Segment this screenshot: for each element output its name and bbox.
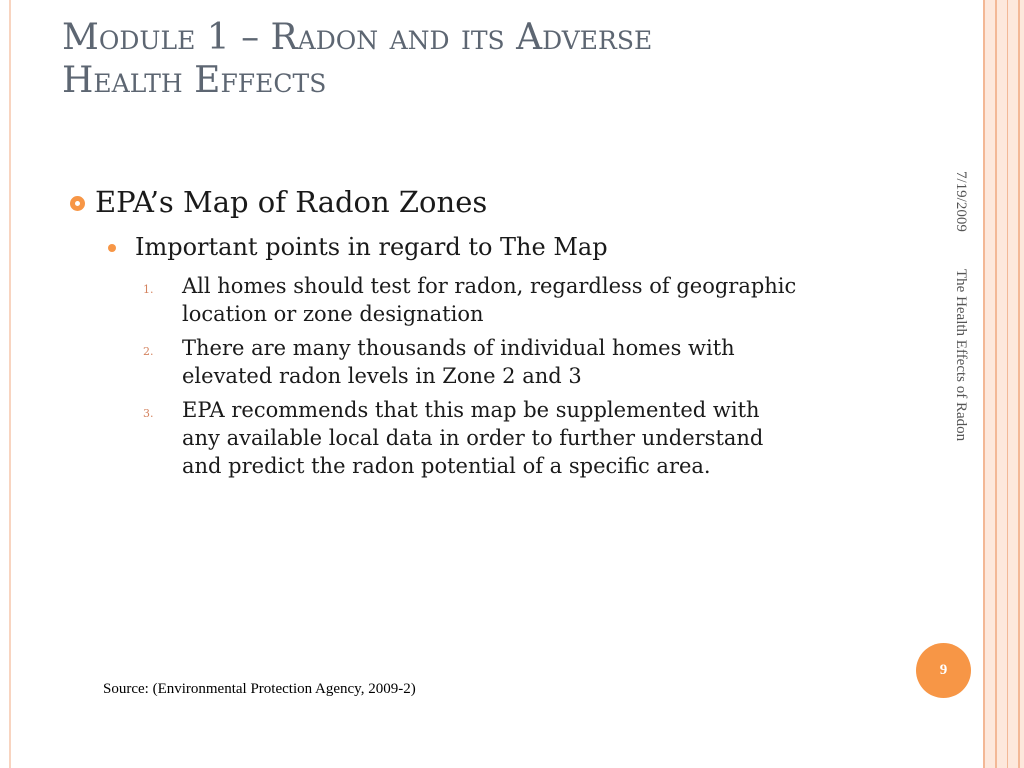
list-item-number: 2. — [143, 345, 154, 358]
list-item-number: 3. — [143, 407, 154, 420]
slide-date: 7/19/2009 — [953, 171, 969, 232]
page-number-badge — [916, 643, 971, 698]
list-item — [143, 272, 796, 328]
left-rule — [9, 0, 11, 768]
slide-title-line-2: Health Effects — [62, 60, 327, 101]
stripe-line — [995, 0, 997, 768]
slide-title-line-1: Module 1 – Radon and its Adverse — [62, 17, 653, 58]
presentation-footer-title: The Health Effects of Radon — [953, 269, 969, 442]
list-item-line: and predict the radon potential of a specific area. — [182, 454, 711, 478]
list-item-text — [182, 272, 796, 328]
list-item-text — [182, 396, 763, 480]
list-item-line: There are many thousands of individual homes with — [182, 336, 735, 360]
circle-bullet-icon — [70, 196, 85, 211]
list-item-text — [182, 334, 735, 390]
source-citation: Source: (Environmental Protection Agency, 2009-2) — [103, 681, 416, 697]
list-item-line: All homes should test for radon, regardless of geographic — [182, 274, 797, 298]
bullet-level-1 — [70, 184, 487, 220]
bullet-level-2 — [108, 231, 608, 263]
stripe-line — [983, 0, 985, 768]
stripe-line — [1018, 0, 1020, 768]
numbered-list — [143, 272, 796, 486]
list-item-line: EPA recommends that this map be supplemented with — [182, 398, 760, 422]
stripe-line — [1007, 0, 1008, 768]
bullet-level-2-text: Important points in regard to The Map — [135, 233, 608, 261]
list-item-line: elevated radon levels in Zone 2 and 3 — [182, 364, 582, 388]
right-decorative-stripes — [983, 0, 1024, 768]
list-item — [143, 334, 796, 390]
page-number: 9 — [939, 662, 948, 678]
list-item-number: 1. — [143, 283, 154, 296]
bullet-level-1-text: EPA’s Map of Radon Zones — [95, 185, 488, 219]
list-item — [143, 396, 796, 480]
slide-title — [62, 16, 652, 102]
list-item-line: any available local data in order to further understand — [182, 426, 764, 450]
list-item-line: location or zone designation — [182, 302, 484, 326]
dot-bullet-icon — [108, 244, 116, 252]
